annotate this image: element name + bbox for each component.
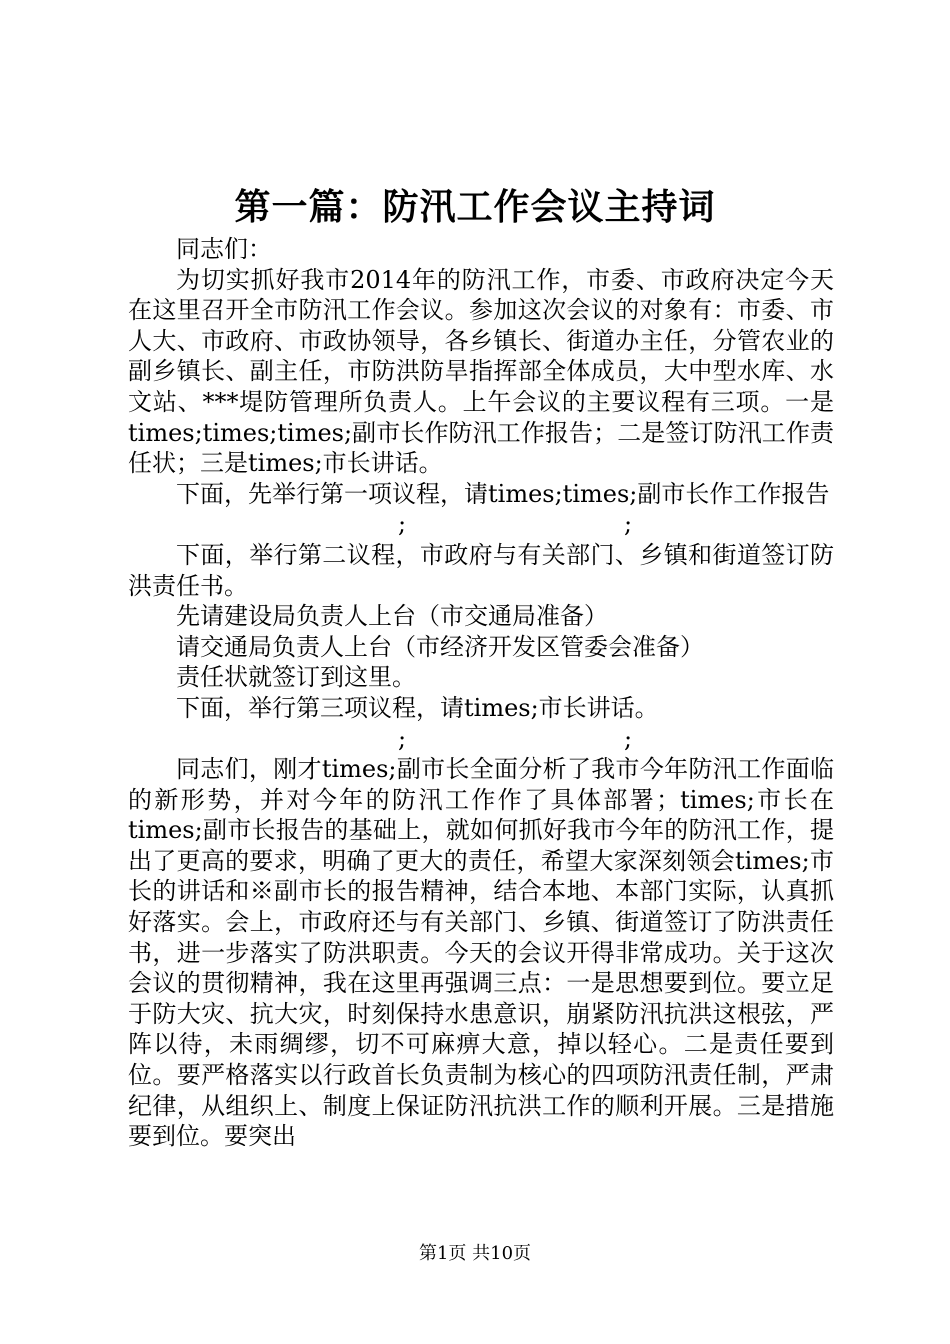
paragraph-closing: 同志们，刚才times;副市长全面分析了我市今年防汛工作面临的新形势，并对今年的防汛工作作了具体部署；times;市长在times;副市长报告的基础上，就如何抓好我市今年的防汛工作，提出了更高的要求，明确了更大的责任，希望大家深刻领会times;市长的讲话和※副市长的报告精神，结合本地、本部门实际，认真抓好落实。会上，市政府还与有关部门、乡镇、街道签订了防洪责任书，进一步落实了防洪职责。今天的会议开得非常成功。关于这次会议的贯彻精神，我在这里再强调三点：一是思想要到位。要立足于防大灾、抗大灾，时刻保持水患意识，崩紧防汛抗洪这根弦，严阵以待，未雨绸缪，切不可麻痹大意，掉以轻心。二是责任要到位。要严格落实以行政首长负责制为核心的四项防汛责任制，严肃纪律，从组织上、制度上保证防汛抗洪工作的顺利开展。三是措施要到位。要突出 [128,755,834,1151]
separator-mark: ; [624,510,633,539]
paragraph-intro: 为切实抓好我市2014年的防汛工作，市委、市政府决定今天在这里召开全市防汛工作会议。参加这次会议的对象有：市委、市人大、市政府、市政协领导，各乡镇长、街道办主任，分管农业的副乡镇长、副主任，市防洪防旱指挥部全体成员，大中型水库、水文站、***堤防管理所负责人。上午会议的主要议程有三项。一是times;times;times;副市长作防汛工作报告；二是签订防汛工作责任状；三是times;市长讲话。 [128,265,834,478]
separator-row [128,724,834,755]
separator-row [128,509,834,540]
paragraph-third-agenda: 下面，举行第三项议程，请times;市长讲话。 [176,693,659,722]
document-title: 第一篇：防汛工作会议主持词 [234,186,716,228]
paragraph-greeting: 同志们： [176,235,272,263]
paragraph-signing-1: 先请建设局负责人上台（市交通局准备） [176,602,608,631]
paragraph-signing-done: 责任状就签订到这里。 [176,663,416,692]
separator-mark: ; [624,724,633,753]
separator-mark: ; [398,510,407,539]
separator-mark: ; [398,724,407,753]
paragraph-second-agenda: 下面，举行第二议程，市政府与有关部门、乡镇和街道签订防洪责任书。 [128,540,834,600]
paragraph-first-agenda: 下面，先举行第一项议程，请times;times;副市长作工作报告 [176,479,830,508]
page-footer: 第1页 共10页 [418,1243,532,1264]
document-body [128,234,834,1152]
paragraph-signing-2: 请交通局负责人上台（市经济开发区管委会准备） [176,632,704,661]
